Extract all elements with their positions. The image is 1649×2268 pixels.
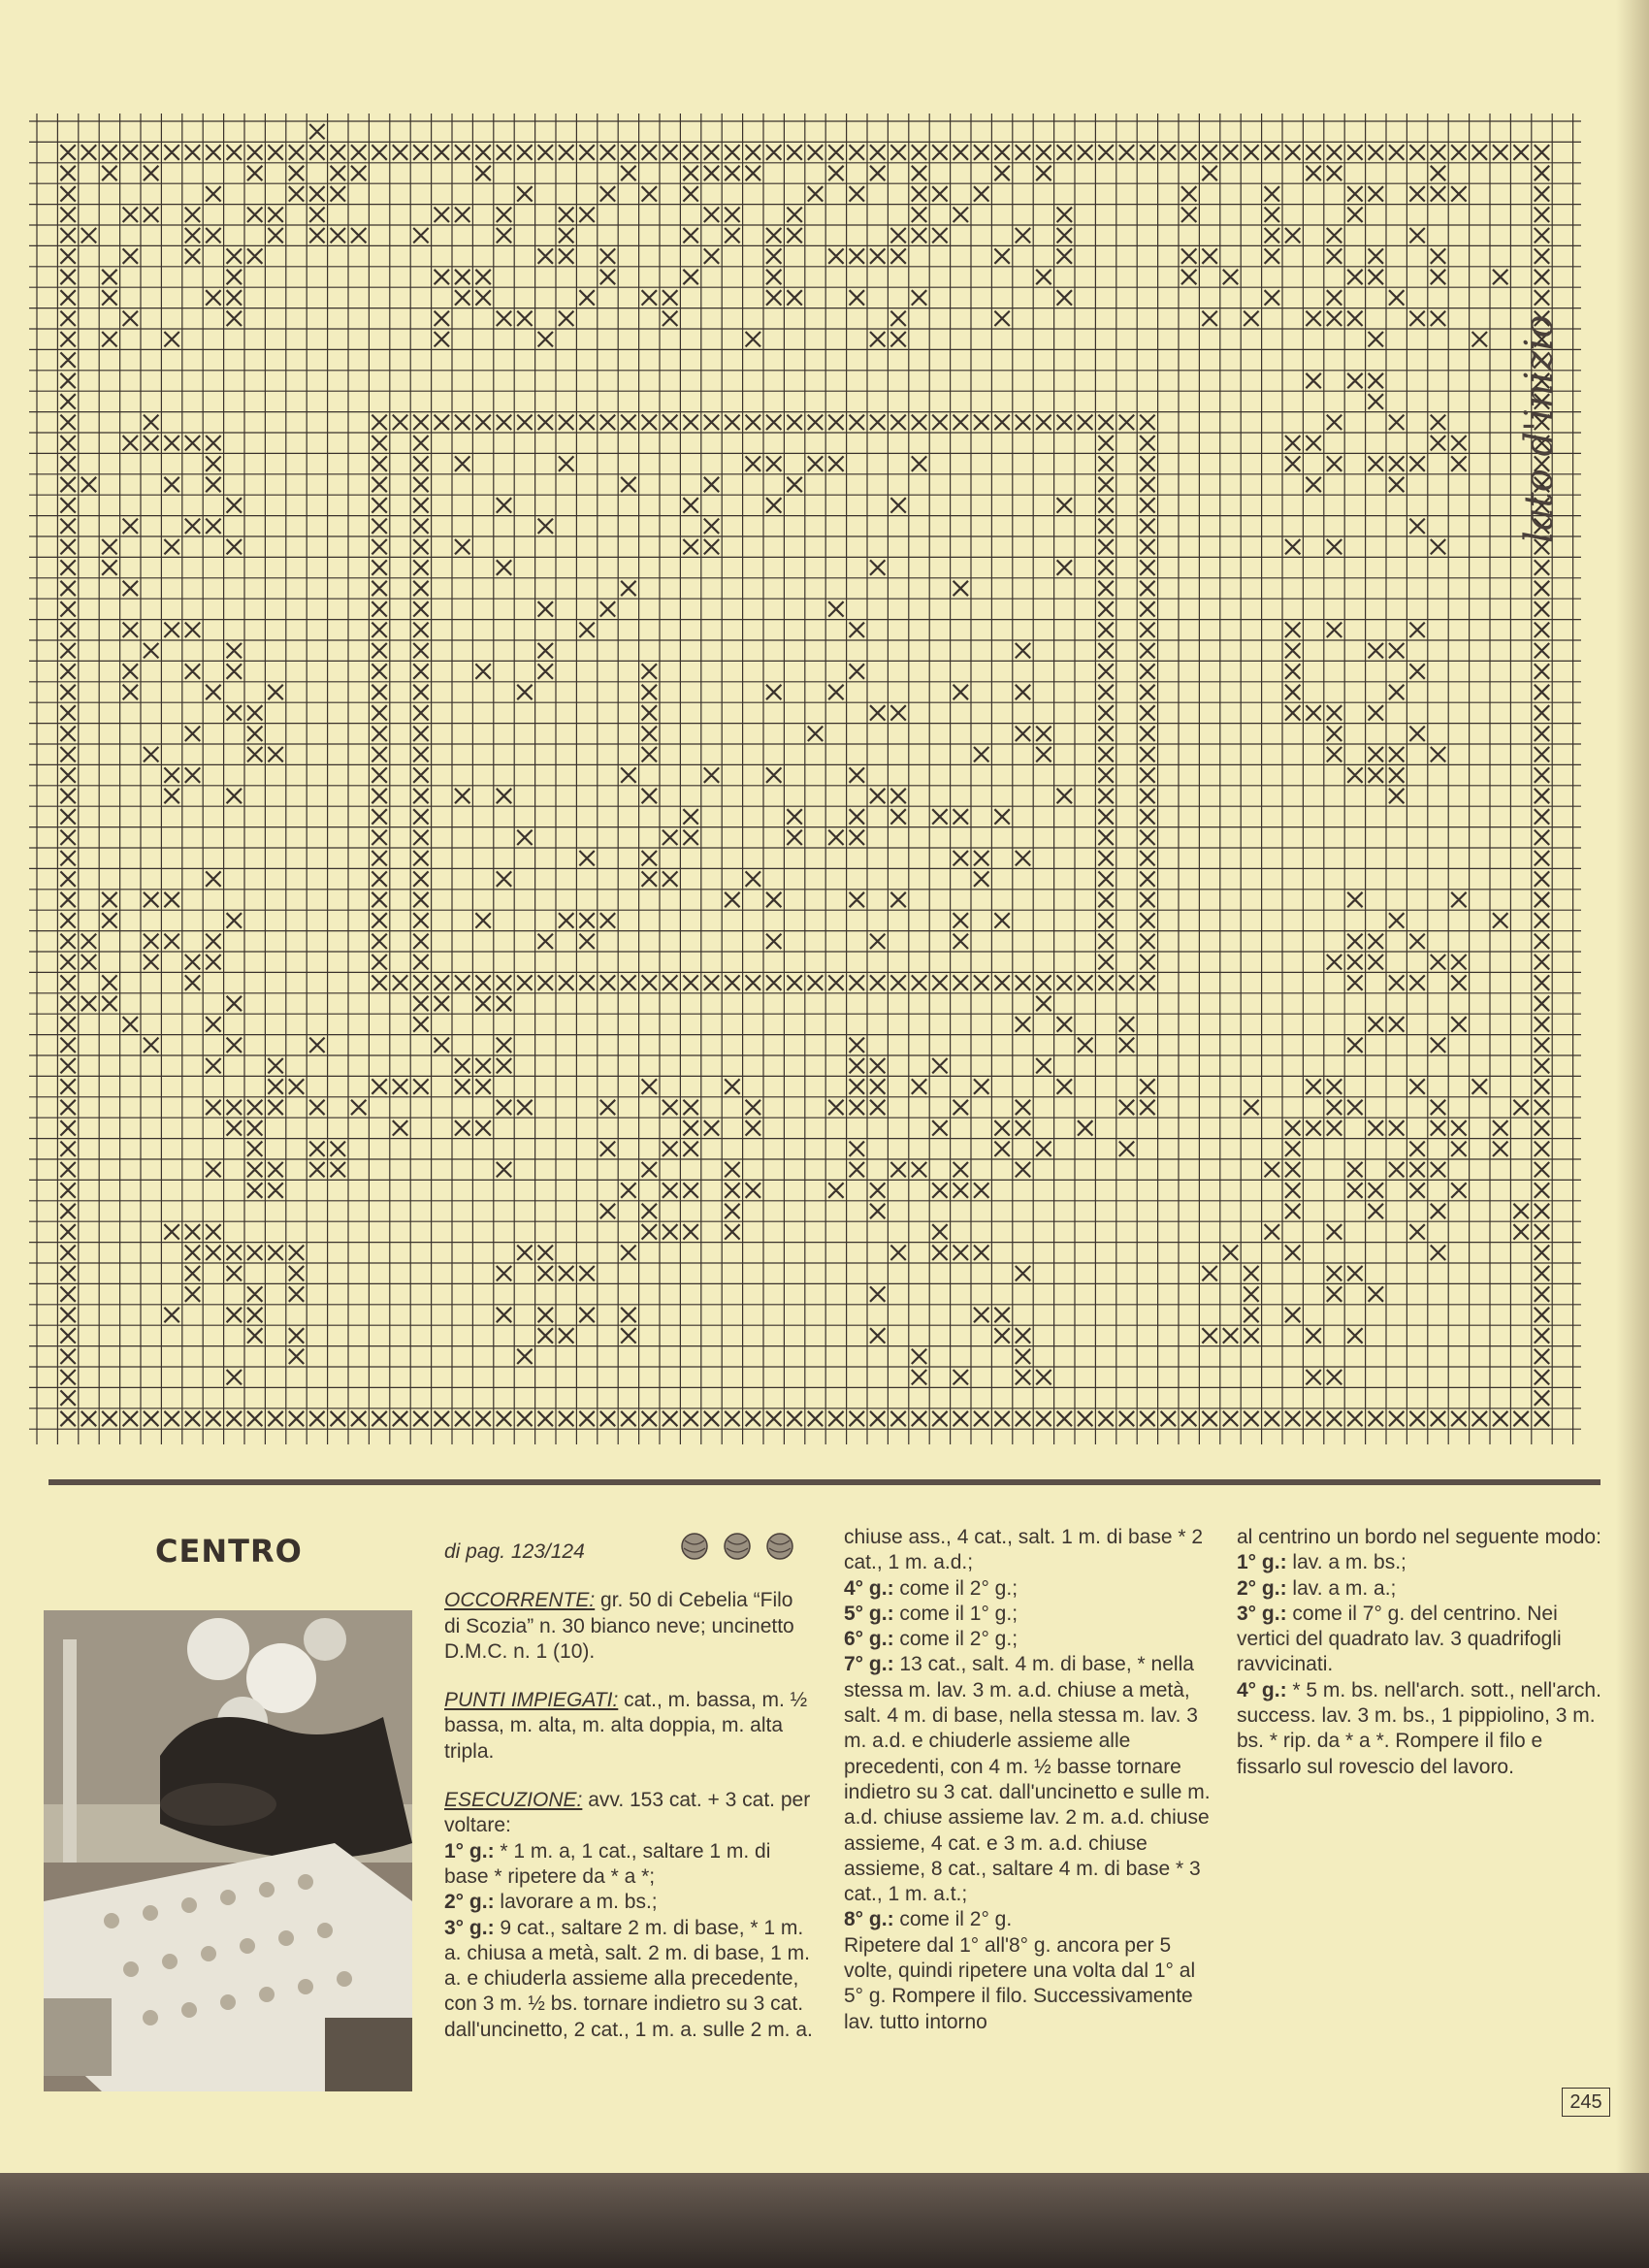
col2-paragraph xyxy=(844,1933,1212,2035)
col2-label: 7° g.: xyxy=(844,1653,894,1676)
col1-text: cat., m. bassa, m. ½ bassa, m. alta, m. alta doppia, m. alta tripla. xyxy=(444,1689,808,1763)
col1-label: 1° g.: xyxy=(444,1839,495,1863)
col3-text: * 5 m. bs. nell'arch. sott., nell'arch. success. lav. 3 m. bs., 1 pippiolino, 3 m. bs. * rip. da * a *. Rompere il filo e fissarlo sul rovescio del lavoro. xyxy=(1237,1678,1601,1778)
page-number: 245 xyxy=(1562,2088,1610,2117)
col1-label: PUNTI IMPIEGATI: xyxy=(444,1689,619,1712)
col1-paragraph xyxy=(444,1839,813,1891)
col3-paragraph xyxy=(1237,1576,1605,1602)
col3-paragraph xyxy=(1237,1678,1605,1780)
col3-label: 3° g.: xyxy=(1237,1602,1287,1625)
col1-paragraph xyxy=(444,1788,813,1839)
col2-text: come il 1° g.; xyxy=(893,1602,1018,1625)
col2-paragraph xyxy=(844,1907,1212,1932)
col2-paragraph xyxy=(844,1576,1212,1602)
col2-text: chiuse ass., 4 cat., salt. 1 m. di base * 2 cat., 1 m. a.d.; xyxy=(844,1526,1204,1574)
col1-paragraph xyxy=(444,1916,813,2043)
col1-text: gr. 50 di Cebelia “Filo di Scozia” n. 30 bianco neve; uncinetto D.M.C. n. 1 (10). xyxy=(444,1589,794,1663)
col1-paragraph xyxy=(444,1588,813,1665)
col1-text: lavorare a m. bs.; xyxy=(494,1891,658,1914)
col3-paragraph xyxy=(1237,1525,1605,1550)
col2-text: Ripetere dal 1° all'8° g. ancora per 5 volte, quindi ripetere una volta dal 1° al 5° g. Rompere il filo. Successivamente lav. tutto intorno xyxy=(844,1933,1196,2033)
pattern-title: CENTRO xyxy=(155,1533,303,1570)
col1-label: 2° g.: xyxy=(444,1891,495,1914)
col3-text: al centrino un bordo nel seguente modo: xyxy=(1237,1526,1601,1548)
col2-text: come il 2° g.; xyxy=(893,1576,1018,1600)
doily-photo xyxy=(44,1610,412,2091)
col1-label: 3° g.: xyxy=(444,1916,495,1939)
col3-label: 2° g.: xyxy=(1237,1576,1287,1600)
col3-paragraph xyxy=(1237,1550,1605,1575)
col3-text: lav. a m. a.; xyxy=(1286,1576,1397,1600)
col1-label: ESECUZIONE: xyxy=(444,1789,583,1812)
col2-label: 5° g.: xyxy=(844,1602,894,1625)
col3-label: 4° g.: xyxy=(1237,1678,1287,1701)
chart-side-label: lato d'inizio xyxy=(1517,314,1562,543)
col1-label: OCCORRENTE: xyxy=(444,1589,596,1612)
col2-paragraph xyxy=(844,1525,1212,1576)
col2-label: 6° g.: xyxy=(844,1628,894,1651)
col3-paragraph xyxy=(1237,1602,1605,1678)
pages-reference: di pag. 123/124 xyxy=(444,1540,585,1563)
col1-text: * 1 m. a, 1 cat., saltare 1 m. di base * ripetere da * a *; xyxy=(444,1839,771,1888)
col2-paragraph xyxy=(844,1602,1212,1627)
col3-text: come il 7° g. del centrino. Nei vertici del quadrato lav. 3 quadrifogli ravvicinati. xyxy=(1237,1602,1562,1676)
instructions-column-2 xyxy=(844,1525,1212,2035)
filet-crochet-chart xyxy=(29,113,1581,1444)
col2-label: 8° g.: xyxy=(844,1908,894,1931)
col1-text: avv. 153 cat. + 3 cat. per voltare: xyxy=(444,1789,811,1837)
col1-paragraph xyxy=(444,1890,813,1915)
difficulty-balls-icon xyxy=(679,1531,800,1562)
col3-label: 1° g.: xyxy=(1237,1551,1287,1574)
instructions-column-1 xyxy=(444,1539,813,2043)
col2-paragraph xyxy=(844,1652,1212,1907)
col2-text: come il 2° g. xyxy=(893,1908,1013,1931)
page-binding-shadow xyxy=(1616,0,1649,2173)
instructions-column-3 xyxy=(1237,1525,1605,1780)
scan-bottom-edge xyxy=(0,2173,1649,2268)
col1-paragraph xyxy=(444,1688,813,1765)
col1-text: 9 cat., saltare 2 m. di base, * 1 m. a. chiusa a metà, salt. 2 m. di base, 1 m. a. e chiuderla assieme alla precedente, con 3 m. ½ bs. tornare indietro su 3 cat. dall'uncinetto, 2 cat., 1 m. a. sulle 2 m. a. xyxy=(444,1916,813,2041)
col2-text: come il 2° g.; xyxy=(893,1628,1018,1651)
col2-paragraph xyxy=(844,1627,1212,1652)
col2-label: 4° g.: xyxy=(844,1576,894,1600)
section-divider xyxy=(48,1479,1600,1485)
col2-text: 13 cat., salt. 4 m. di base, * nella stessa m. lav. 3 m. a.d. chiuse a metà, salt. 4 m. di base, nella stessa m. lav. 3 m. a.d. e chiuderle assieme alle precedenti, con 4 m. ½ basse tornare indietro su 3 cat. dall'uncinetto e sulle m. a.d. chiuse assieme lav. 2 m. a.d. chiuse assieme, 4 cat. e 3 m. a.d. chiuse assieme, 8 cat., saltare 4 m. di base * 3 cat., 1 m. a.t.; xyxy=(844,1653,1211,1906)
col3-text: lav. a m. bs.; xyxy=(1286,1551,1406,1574)
